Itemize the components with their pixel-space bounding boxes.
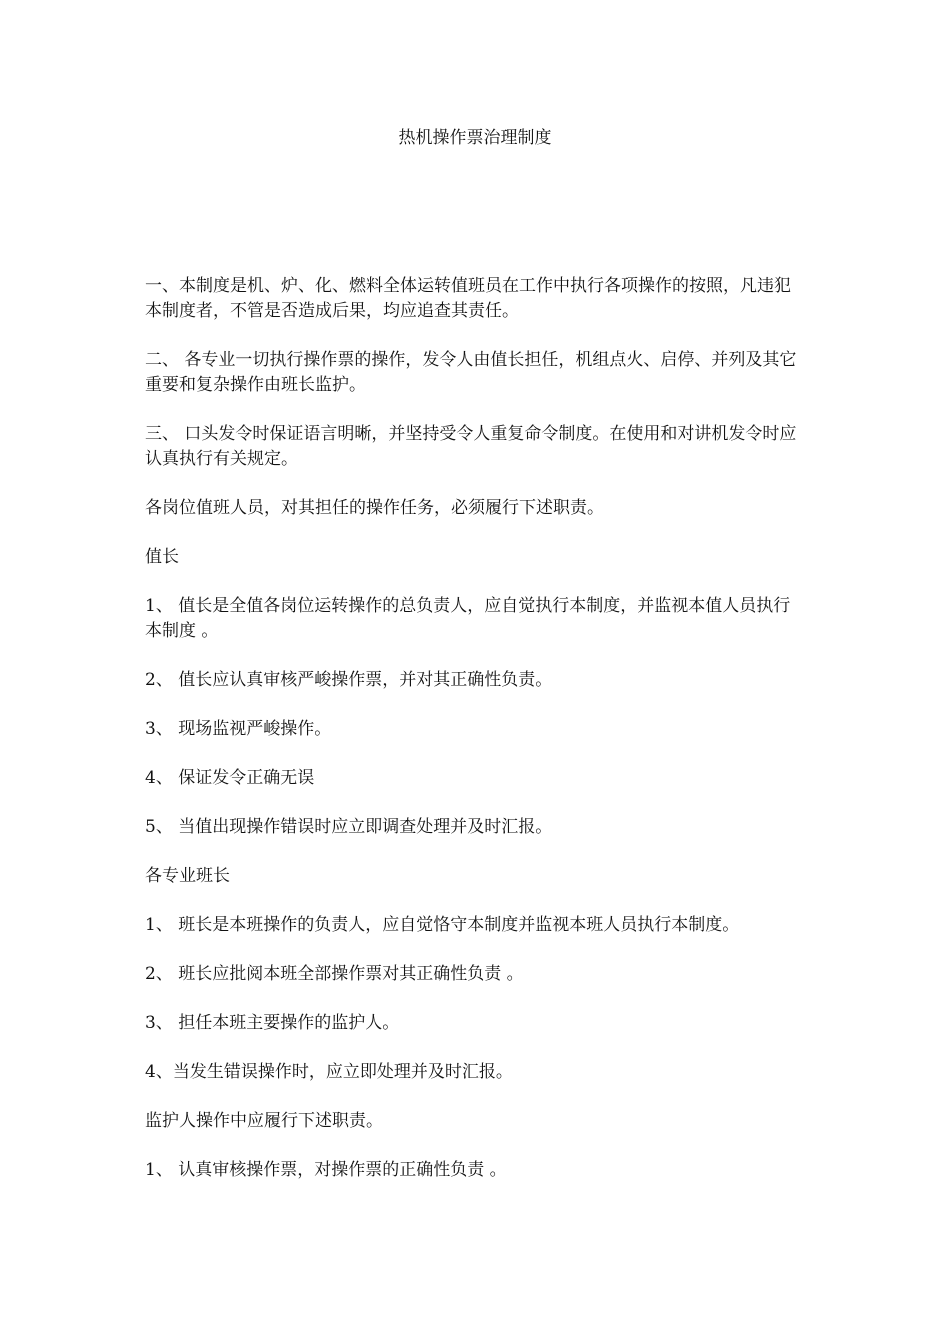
paragraph-1: 一、本制度是机、炉、化、燃料全体运转值班员在工作中执行各项操作的按照，凡违犯本制度者，不管是否造成后果，均应追查其责任。 [145, 276, 791, 321]
team-leader-item-4: 4、当发生错误操作时，应立即处理并及时汇报。 [145, 1062, 513, 1082]
shift-supervisor-item-2: 2、 值长应认真审核严峻操作票，并对其正确性负责。 [145, 670, 553, 690]
shift-supervisor-item-5: 5、 当值出现操作错误时应立即调查处理并及时汇报。 [145, 817, 553, 837]
paragraph-duties-intro: 各岗位值班人员，对其担任的操作任务，必须履行下述职责。 [145, 498, 604, 518]
paragraph-2: 二、 各专业一切执行操作票的操作，发令人由值长担任，机组点火、启停、并列及其它重要和复杂操作由班长监护。 [145, 350, 797, 395]
section-heading-shift-supervisor: 值长 [145, 547, 179, 567]
paragraph-3: 三、 口头发令时保证语言明晰，并坚持受令人重复命令制度。在使用和对讲机发令时应认真执行有关规定。 [145, 424, 797, 469]
team-leader-item-3: 3、 担任本班主要操作的监护人。 [145, 1013, 400, 1033]
section-heading-team-leader: 各专业班长 [145, 866, 230, 886]
shift-supervisor-item-1: 1、 值长是全值各岗位运转操作的总负责人，应自觉执行本制度，并监视本值人员执行本制度 。 [145, 596, 791, 641]
guardian-item-1: 1、 认真审核操作票，对操作票的正确性负责 。 [145, 1160, 507, 1180]
shift-supervisor-item-3: 3、 现场监视严峻操作。 [145, 719, 332, 739]
shift-supervisor-item-4: 4、 保证发令正确无误 [145, 768, 315, 788]
team-leader-item-2: 2、 班长应批阅本班全部操作票对其正确性负责 。 [145, 964, 524, 984]
document-body [145, 274, 805, 1207]
team-leader-item-1: 1、 班长是本班操作的负责人，应自觉恪守本制度并监视本班人员执行本制度。 [145, 915, 740, 935]
section-heading-guardian: 监护人操作中应履行下述职责。 [145, 1111, 383, 1131]
document-title: 热机操作票治理制度 [398, 128, 552, 148]
